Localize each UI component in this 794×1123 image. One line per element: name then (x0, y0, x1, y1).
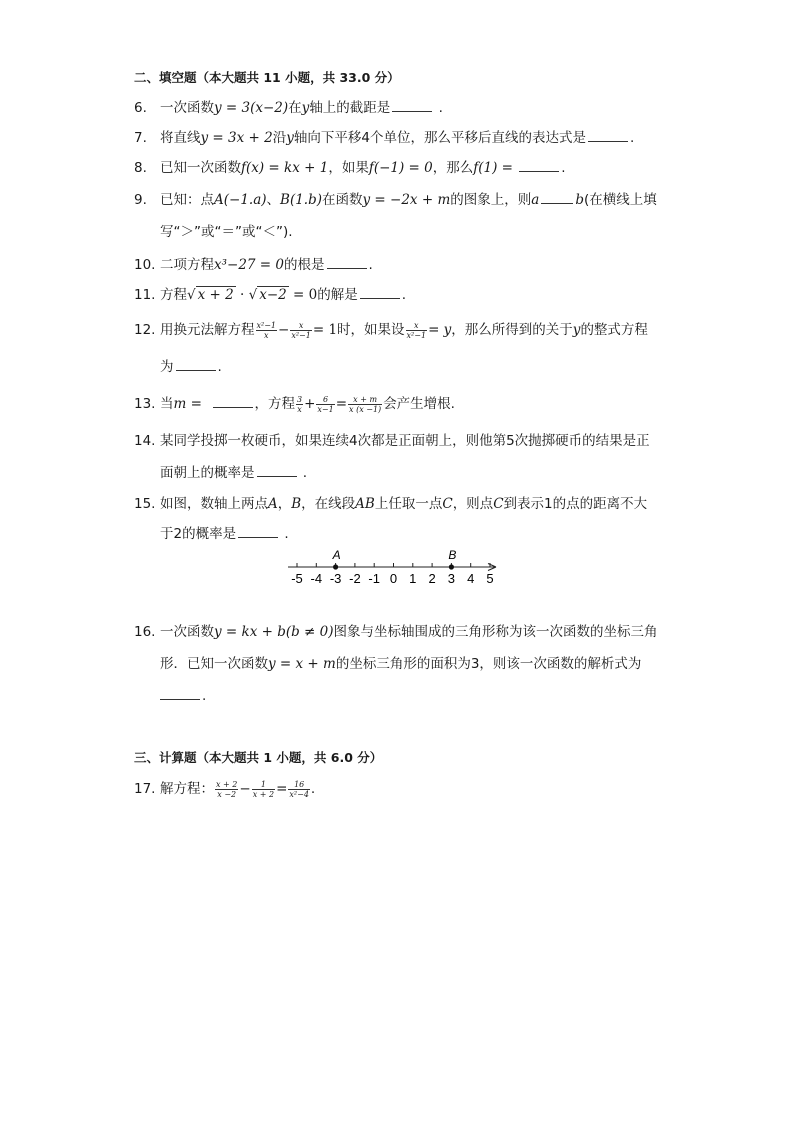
point-b-label: B (448, 548, 457, 562)
fraction: $\frac{6}{x-1}$ (317, 394, 334, 414)
answer-blank[interactable] (213, 395, 253, 408)
question-12: 12. 用换元法解方程 $\frac{\text{x²−1}}{x}$ − $\frac{x}{\text{x²−1}}$ = 1时，如果设 $\frac{x}{\text{x²−1}}$ = y，那么所得到的关于y的整式方程 (134, 320, 648, 340)
number-line-labels (291, 571, 493, 586)
tick-label: 4 (467, 571, 475, 586)
section-2-title: 二、填空题（本大题共 11 小题，共 33.0 分） (134, 70, 400, 85)
tick-label: 3 (447, 571, 456, 586)
answer-blank[interactable] (327, 256, 367, 269)
question-13: 13. 当m = ，方程 $\frac{3}{x}$ + $\frac{6}{x-1}$ = $\frac{x + m}{x (x -1)}$ 会产生增根. (134, 394, 455, 414)
question-11: 11. 方程√ x + 2 · √ x−2 = 0的解是 . (134, 287, 407, 303)
answer-blank[interactable] (257, 464, 297, 477)
question-number: 6. (134, 100, 147, 116)
tick-label: -5 (291, 571, 303, 586)
fraction: $\frac{1}{x + 2}$ (252, 779, 275, 799)
fraction: $\frac{x + 2}{x -2}$ (216, 779, 238, 799)
fraction: $\frac{x + m}{x (x -1)}$ (349, 394, 382, 414)
fraction: $\frac{\text{x²−1}}{x}$ (256, 320, 277, 340)
question-16-line-3: . (160, 686, 206, 706)
tick-label: 2 (428, 571, 436, 586)
number-line-ticks (297, 563, 490, 567)
question-16-line-2: 形．已知一次函数y = x + m的坐标三角形的面积为3，则该一次函数的解析式为 (160, 656, 642, 672)
answer-blank[interactable] (588, 129, 628, 142)
question-9: 9. 已知：点A(−1.a)、B(1.b)在函数y = −2x + m的图象上，则a b(在横线上填 (134, 192, 657, 208)
number-line-figure (280, 546, 520, 590)
answer-blank[interactable] (360, 286, 400, 299)
section-3-title: 三、计算题（本大题共 1 小题，共 6.0 分） (134, 750, 383, 765)
sqrt-sign-icon: √ (187, 287, 196, 303)
answer-blank[interactable] (541, 191, 573, 204)
question-15-line-2: 于2的概率是 . (160, 526, 289, 542)
question-17: 17. 解方程： $\frac{x + 2}{x -2}$ − $\frac{1}{x + 2}$ = $\frac{16}{\text{x²−4}}$ . (134, 779, 316, 799)
fraction: $\frac{3}{x}$ (297, 394, 303, 414)
answer-blank[interactable] (160, 687, 200, 700)
question-14-line-2: 面朝上的概率是 . (160, 465, 308, 481)
question-8: 8. 已知一次函数f(x) = kx + 1，如果f(−1) = 0，那么f(1) = . (134, 160, 566, 176)
answer-blank[interactable] (519, 159, 559, 172)
tick-label: -4 (310, 571, 323, 586)
tick-label: 0 (389, 571, 398, 586)
sqrt-sign-icon: √ (248, 287, 258, 303)
question-9-line-2: 写“＞”或“＝”或“＜”). (160, 224, 293, 240)
question-7: 7. 将直线y = 3x + 2沿y轴向下平移4个单位，那么平移后直线的表达式是 . (134, 130, 635, 146)
fraction: $\frac{x}{\text{x²−1}}$ (291, 320, 311, 340)
question-10: 10. 二项方程x³−27 = 0的根是 . (134, 257, 373, 273)
tick-label: 1 (409, 571, 417, 586)
question-14: 14. 某同学投掷一枚硬币，如果连续4次都是正面朝上，则他第5次抛掷硬币的结果是正 (134, 433, 650, 449)
tick-label: -3 (329, 571, 342, 586)
question-12-line-2: 为 . (160, 359, 222, 375)
question-16: 16. 一次函数y = kx + b(b ≠ 0)图象与坐标轴围成的三角形称为该一次函数的坐标三角 (134, 624, 658, 640)
answer-blank[interactable] (392, 99, 432, 112)
tick-label: 5 (486, 571, 494, 586)
point-b (449, 564, 454, 569)
answer-blank[interactable] (176, 358, 216, 371)
point-a-label: A (332, 548, 341, 562)
question-6: 6. 一次函数y = 3(x−2)在y轴上的截距是 . (134, 100, 443, 116)
fraction: $\frac{x}{\text{x²−1}}$ (406, 320, 427, 340)
tick-label: -2 (349, 571, 361, 586)
tick-label: -1 (368, 571, 380, 586)
fraction: $\frac{16}{\text{x²−4}}$ (289, 779, 309, 799)
answer-blank[interactable] (238, 525, 278, 538)
question-15: 15. 如图，数轴上两点A，B，在线段AB上任取一点C，则点C到表示1的点的距离不大 (134, 496, 648, 512)
point-a (333, 564, 338, 569)
